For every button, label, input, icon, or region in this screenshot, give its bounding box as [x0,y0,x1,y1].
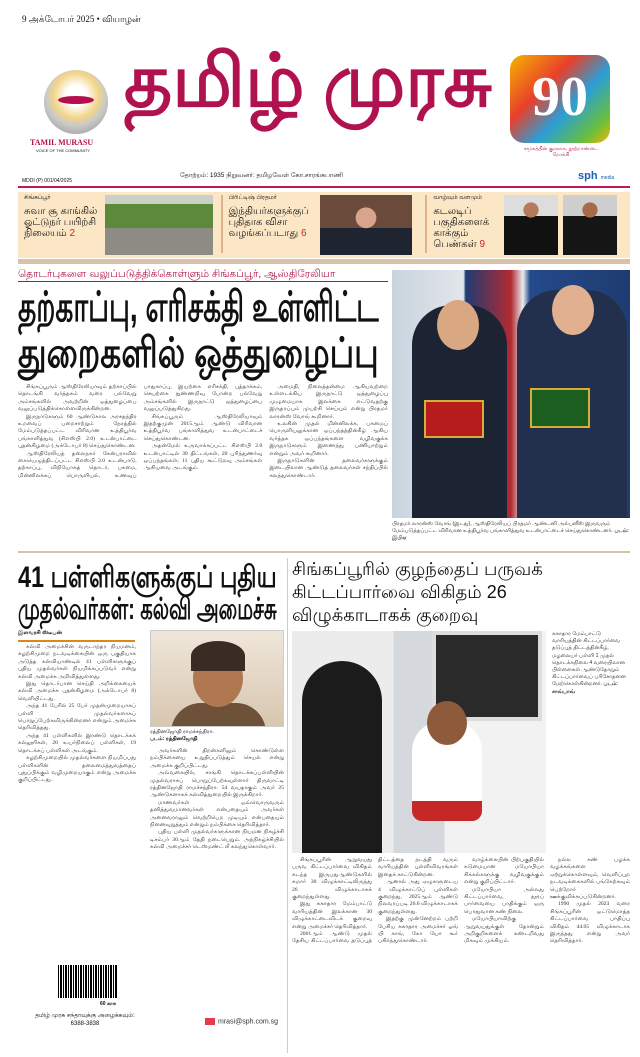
sph-media-logo: sph media [578,170,615,182]
teaser-british-pm[interactable] [229,195,420,255]
story2-headline[interactable]: 41 பள்ளிகளுக்குப் புதிய முதல்வர்கள்: கல்வி அமைச்சு [18,561,277,626]
teaser-women[interactable] [433,195,624,255]
lead-photo-leaders [392,270,630,518]
price: 60 காசு [100,1001,117,1007]
teaser-band [18,192,630,258]
contact-email[interactable]: mrasi@sph.com.sg [205,1018,278,1025]
teaser-headline: இந்தியர்களுக்குப் புதிதாக விசா வழங்கப்படாது 6 [228,206,309,239]
lead-headline[interactable]: தற்காப்பு, எரிசக்தி உள்ளிட்ட துறைகளில் ஒத்துழைப்பு [18,283,379,376]
story2-body: கல்வி அமைச்சின் வருடாந்தர நியமனம், சுழற்சிமுறை நடவடிக்கையின் ஒரு பகுதியாக அடுத்த கல்வியாண்டில் 41 பள்ளிகளுக்குப் புதிய முதல்வர்கள் நியமிக்கப்படுவர் என்று கல்வி அமைச்சு அறிவித்துள்ளது. இது தொடர்பான செய்தி அறிக்கையைக் கல்வி அமைச்சு புதன்கிழமை (அக்டோபர் 8) வெளியிட்டது. அந்த 41 பேரில் 25 பேர் முதன்முறையாகப் பள்ளி முதல்வர்களாகப் பொறுப்பேற்கவிருக்கின்றனர் என்றும் அமைச்சு தெரிவித்தது. அந்த 41 பள்ளிகளில் இரண்டு தொடக்கக் கல்லூரிகள், 20 உயர்நிலைப் பள்ளிகள், 19 தொடக்கப் பள்ளிகள் அடங்கும். சுழற்சிமுறையில் முதல்வர்களை நியமிப்பது பள்ளிகளின் தலைமைத்துவத்தைப் புதுப்பிக்கும் வழிமுறையாகும் என்று அமைச்சு குறிப்பிட்டது. [18,644,136,784]
lead-body: சிங்கப்பூரும் ஆஸ்திரேலியாவும் தற்காப்பில் தொடங்கி வர்த்தகம் வரை பல்வேறு அம்சங்களில் அவற்றின் ஒத்துழைப்பை வலுப்படுத்திக்கொள்ளவிருக்கின்றன. இருநாடுகளும் 60 ஆண்டுகால அரசதந்திர உறவைப் பறைசாற்றும் நேரத்தில் மேம்படுத்தப்பட்ட விரிவான உத்திபூர்வ பங்காளித்துவ (சிஎஸ்பி 2.0) உடன்பாட்டை புதன்கிழமை (அக்டோபர் 8) செய்துகொண்டன. ஆஸ்திரேலியத் தலைநகர் கேன்பராவில் கையெழுத்திடப்பட்ட சிஎஸ்பி 2.0 உடன்பாடு, தற்காப்பு, விநியோகத் தொடர், பசுமை, மின்னிலக்கப் பொருளியல், உணவுப் பாதுகாப்பு, இயற்கை எரிசக்தி, புத்தாக்கம், செயற்கை நுண்ணறிவு போன்ற பல்வேறு அம்சங்களில் இருநாட்டு ஒத்துழைப்பை வலுப்படுத்துகிறது. சிங்கப்பூரும் ஆஸ்திரேலியாவும் இதற்குமுன் 2015ஆம் ஆண்டு விரிவான உத்திபூர்வ பங்காளித்துவ உடன்பாட்டைச் செய்துகொண்டன. அதன்மேல் உருவாக்கப்பட்ட சிஎஸ்பி 2.0 உடன்பாட்டில் 30 திட்டங்கள், 20 புரிந்துணர்வு ஒப்பந்தங்கள், 11 புதிய கூட்டுறவு அம்சங்கள் ஆகியவை அடங்கும். அமைதி, நிலைத்தன்மை ஆகியவற்றை உள்ளடக்கிய இருநாட்டு ஒத்துழைப்பு முழுமையாக இலக்கை எட்டுவதற்கு இருதரப்பும் முயற்சி செய்யும் என்று பிரதமர் லாரன்ஸ் வோங் கூறினார். உலகின் முதல் மின்னிலக்க, பசுமைப் பொருளியலுக்கான ஒப்பந்தத்தின்கீழ் ஆகிய வர்த்தக ஒப்பந்தங்களை வழிவகுக்க இருநாடுகளும் இணைந்து பணியாற்றும் என்றும் அவர் கூறினார். இருநாடுகளின் தலைவர்களுக்கும் இடையிலான ஆண்டுத் தலைவர்கள் சந்திப்பில் கலந்துகொண்டார். [18,384,388,479]
anniversary-caption: சமூகத்தின் குரலாக, நூற்றாண்டை நோக்கி [523,146,599,158]
masthead-rule [18,186,630,188]
newspaper-title: தமிழ் முரசு [124,41,492,123]
teaser-photo-park [105,195,213,255]
story2-byline: இளவரசி ஸ்டீபன் [18,630,135,642]
mddi-number: MDDI (P) 001/04/2025 [22,178,73,184]
divider [221,195,223,253]
anniversary-90-logo: 90 [510,55,610,143]
lead-photo-caption: பிரதமர் லாரன்ஸ் வோங் (இடது), ஆஸ்திரேலியப் பிரதமர் ஆண்டனி அல்பனீஸ் இருவரும் மேம்படுத்தப்பட்ட விரிவான உத்திபூர்வ பங்காளித்துவ உடன்பாட்டைச் செய்துகொண்டனர். படம்: இபிஏ [392,521,629,541]
divider [425,195,427,253]
section-divider [18,551,630,553]
envelope-icon [205,1018,215,1025]
section-rule [18,259,630,264]
story2-photo-caption: ரத்தினஜோதி ராமச்சந்திரா. படம்: ரத்தினஜோதி [150,729,214,742]
story3-photo-caption: சுகாதார மேம்பாட்டு வாரியத்தின் கிட்டப்பார்வை தடுப்புத் திட்டத்தின்கீழ், மழலையர் பள்ளி 1 முதல் தொடக்கநிலை 4 வரையிலான பிள்ளைகள் ஆண்டுதோறும் கிட்டப்பார்வைப் பரிசோதனை மேற்கொள்கின்றனர். படம்: சாவ்பாவ் [552,631,626,695]
story2-body-continued: அவர்களின் திறன்களிலும் கொண்டுள்ள நம்பிக்கையை உறுதிப்படுத்தும் செயல் என்று அமைச்சு குறிப்பிட்டது. அவ்வகையில், சாங்கி தொடக்கப்பள்ளியின் முதல்வராகப் பொறுப்பேற்கவுள்ளார் திருவாட்டி ரத்தினஜோதி ராமச்சந்திரா. 54 வயதாகும் அவர் 25 ஆண்டுகளாகக் கல்வித்துறையில் இருக்கிறார். மாணவர்கள் ஒவ்வொருவரும் தனித்துவமானவர்கள் என்பதையும் அவர்கள் அனைவராலும் வெற்றிபெற முடியும் என்பதையும் நினைவுறுத்தும் என்றும் நம்பிக்கை தெரிவித்தார். புதிய பள்ளி முதல்வர்களுக்கான நியமன நிகழ்ச்சி டிசம்பர் 30ஆம் தேதி நடைபெறும். அந்நிகழ்ச்சியில் கல்வி அமைச்சர் டெஸ்மண்ட் லீ கலந்துகொள்வார். [150,748,284,851]
story3-headline[interactable]: சிங்கப்பூரில் குழந்தைப் பருவக் கிட்டப்பார்வை விகிதம் 26 விழுக்காடாகக் குறைவு [292,559,543,625]
teaser-photo-woman-1 [504,195,558,255]
story3-body: சிங்கப்பூரின் ஆறுவயது பருவ கிட்டப்பார்வை விகிதம் கடந்த இருபதுஆண்டுகளில் சுமார் 30 விழுக்காட்டிலிருந்து 26 விழுக்காடாகக் குறைந்துள்ளது. இது சுகாதார மேம்பாட்டு வாரியத்தின் இலக்கான 30 விழுக்காட்டைவிடக் குறைவு என்று அமைச்சர் தெரிவித்தார். 2001ஆம் ஆண்டு முதல் தேசிய கிட்டப்பார்வை தடுப்புத் திட்டத்தை நடத்தி வரும் வாரியத்தின் புள்ளிவிவரங்கள் இதைக் காட்டுகின்றன. ஆனால் அது ஏழுகளுடைய 4 விழுக்காட்டுப் புள்ளிகள் குறைந்து, 2025ஆம் ஆண்டு நிலவரப்படி 26.6 விழுக்காடாகக் குறைந்துள்ளது. இதற்கு முன்னேற்றம் பற்றி பேசிய சுகாதார அமைச்சர் ஓங் யி காங், கோ யோ கூர் பகிர்ந்துகொண்டார். வாழ்க்கையின் பிற்பகுதியில் கடுமையான மயோபியா சிக்கல்களுக்கு வழிவகுக்கும் என்று குறிப்பிட்டார். மயோபியா அல்லது கிட்டப்பார்வை, தூரப் பார்வையை பாதிக்கும் ஒரு பொதுவான கண் நிலை. மயோபியாவிற்கு ஆறுவயதுக்குள் தோன்றும் அறிகுறிகளைக் கண்டறிவது மிகவும் முக்கியம். நல்ல கண் பழக்க வழக்கங்களை ஏற்றுக்கொள்ளவும், வெளிப்புற நடவடிக்கைகளில் பங்கேற்கவும் பெற்றோர் ஊக்குவிக்கப்படுகின்றனர். 1990 முதல் 2023 வரை சிங்கப்பூரின் ஒட்டுமொத்த கிட்டப்பார்வை பாதிப்பு விகிதம் 44.05 விழுக்காடாக இருந்தது என்று அவர் தெரிவித்தார். [292,857,630,945]
logo-tagline: VOICE OF THE COMMUNITY [36,148,90,153]
story3-photo-eye-test [292,631,546,853]
teaser-photo-starmer [320,195,412,255]
column-divider [287,558,288,1053]
story2-photo-principal [150,630,284,727]
lead-kicker: தொடர்புகளை வலுப்படுத்திக்கொள்ளும் சிங்கப்பூர், ஆஸ்திரேலியா [18,268,388,282]
teaser-kicker: சிங்கப்பூர் [24,195,51,201]
teaser-kicker: வாழ்வும் வளமும் [433,195,482,201]
teaser-photo-woman-2 [563,195,617,255]
teaser-headline: சுவா சூ காங்கில் ஓட்டுநர் பயிற்சி நிலையம் 2 [24,206,98,239]
teaser-singapore[interactable] [24,195,215,255]
teaser-headline: கடலடிப் பகுதிகளைக் காக்கும் பெண்கள் 9 [433,206,490,250]
founding-info: தோற்றம்: 1935 நிறுவனர்: தமிழவேள் கோ.சாரங்கபாணி [180,172,343,179]
drum-logo-icon [44,70,108,134]
story3 [292,558,630,1053]
barcode [58,965,118,998]
logo-english-name: TAMIL MURASU [30,138,94,147]
subscription-info: தமிழ் முரசு சந்தாவுக்கு அழைக்கவும்: 6388-3838 [35,1013,135,1027]
issue-date: 9 அக்டோபர் 2025 • வியாழன் [22,14,141,24]
teaser-kicker: பிரிட்டிஷ் பிரதமர் [228,195,277,201]
